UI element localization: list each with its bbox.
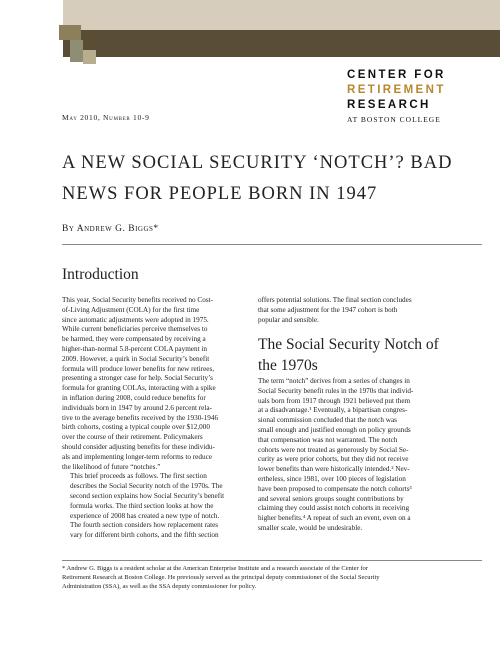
text-line: individuals born in 1947 by around 2.6 percent rela- xyxy=(62,403,212,412)
author-footnote xyxy=(62,564,484,591)
logo-line-4: AT BOSTON COLLEGE xyxy=(347,115,441,124)
text-line: smaller scale, would be undesirable. xyxy=(258,523,363,532)
column-2-top xyxy=(258,296,484,325)
text-line: formula will produce lower benefits for new retirees, xyxy=(62,364,215,373)
text-line: ertheless, since 1981, over 100 pieces of legislation xyxy=(258,474,406,483)
text-line: of-Living Adjustment (COLA) for the first time xyxy=(62,305,200,314)
text-line: higher-than-normal 5.8-percent COLA payment in xyxy=(62,344,207,353)
text-line: describes the Social Security notch of the 1970s. The xyxy=(70,482,223,491)
title-line-1: A NEW SOCIAL SECURITY ‘NOTCH’? BAD xyxy=(62,153,453,173)
text-line: offers potential solutions. The final section concludes xyxy=(258,296,412,304)
text-line: experience of 2008 has created a new type of notch. xyxy=(70,511,220,520)
byline-rule xyxy=(62,244,482,245)
issue-dateline: May 2010, Number 10-9 xyxy=(62,113,150,122)
header-band-dark xyxy=(63,30,500,57)
text-line: sional commission concluded that the notch was xyxy=(258,416,397,425)
column-2-body xyxy=(258,377,484,534)
text-line: cohorts were not treated as generously by Social Se- xyxy=(258,445,409,454)
text-line: This year, Social Security benefits received no Cost- xyxy=(62,296,214,304)
text-line: higher benefits.⁴ A repeat of such an event, even on a xyxy=(258,514,411,523)
column-1 xyxy=(62,296,246,541)
text-line: should consider adjusting benefits for these individu- xyxy=(62,442,215,451)
title-line-2: NEWS FOR PEOPLE BORN IN 1947 xyxy=(62,184,378,204)
text-line: Social Security benefit rules in the 1970s that individ- xyxy=(258,386,414,395)
notch-heading xyxy=(258,334,488,376)
logo-square-1 xyxy=(59,25,81,40)
text-line: since automatic adjustments were adopted in 1975. xyxy=(62,315,209,324)
footnote-rule xyxy=(62,560,482,561)
text-line: have been proposed to compensate the notch cohorts³ xyxy=(258,484,412,493)
text-line: second section explains how Social Security’s benefit xyxy=(70,491,225,500)
text-line: that compensation was not warranted. The notch xyxy=(258,435,398,444)
text-line: birth cohorts, costing a typical couple over $12,000 xyxy=(62,423,210,432)
text-line: This brief proceeds as follows. The first section xyxy=(70,472,207,481)
text-line: formula for granting COLAs, interacting with a spike xyxy=(62,384,216,393)
logo-line-3: RESEARCH xyxy=(347,99,431,111)
logo-line-2: RETIREMENT xyxy=(347,84,446,96)
text-line: presenting a stronger case for help. Social Security’s xyxy=(62,374,213,383)
text-line: The fourth section considers how replacement rates xyxy=(70,521,219,530)
notch-heading-line-2: the 1970s xyxy=(258,357,318,374)
text-line: 2009. However, a quirk in Social Security’s benefit xyxy=(62,354,210,363)
notch-heading-line-1: The Social Security Notch of xyxy=(258,336,439,353)
intro-paragraph-1 xyxy=(62,296,246,472)
notch-paragraph-1 xyxy=(258,377,484,534)
text-line: the likelihood of future “notches.” xyxy=(62,462,161,471)
text-line: uals born from 1917 through 1921 believed put them xyxy=(258,396,411,405)
text-line: curity as were prior cohorts, but they did not receive xyxy=(258,455,409,464)
text-line: small enough and justified enough on policy grounds xyxy=(258,425,411,434)
text-line: vary for different birth cohorts, and the fifth section xyxy=(70,531,219,540)
footnote-line: Administration (SSA), as well as the SSA deputy commissioner for policy. xyxy=(62,583,257,590)
text-line: over the course of their retirement. Policymakers xyxy=(62,433,203,442)
text-line: popular and sensible. xyxy=(258,315,319,324)
logo-square-3 xyxy=(83,50,96,64)
logo-square-2 xyxy=(70,40,83,62)
text-line: lower benefits than were historically intended.² Nev- xyxy=(258,465,410,474)
text-line: claiming they could assist notch cohorts in receiving xyxy=(258,504,410,513)
text-line: The term “notch” derives from a series of changes in xyxy=(258,377,410,385)
header-band-light xyxy=(63,0,500,30)
author-byline: By Andrew G. Biggs* xyxy=(62,224,159,234)
text-line: that some adjustment for the 1947 cohort is both xyxy=(258,305,398,314)
text-line: tive to the average benefits received by the 1930-1946 xyxy=(62,413,219,422)
page-title xyxy=(62,148,482,210)
crr-logo xyxy=(347,68,495,126)
intro-paragraph-2-continued xyxy=(258,296,484,325)
text-line: in inflation during 2008, could reduce benefits for xyxy=(62,393,206,402)
text-line: als and implementing longer-term reforms to reduce xyxy=(62,452,212,461)
text-line: While current beneficiaries perceive themselves to xyxy=(62,325,208,334)
footnote-line: Retirement Research at Boston College. He previously served as the principal deputy commissioner of the Social Security xyxy=(62,574,380,581)
text-line: formula works. The third section looks at how the xyxy=(70,501,214,510)
intro-paragraph-2 xyxy=(62,472,246,541)
text-line: and several seniors groups sought contributions by xyxy=(258,494,404,503)
text-line: be harmed, they were compensated by receiving a xyxy=(62,335,206,344)
logo-line-1: CENTER FOR xyxy=(347,69,446,81)
text-line: at a disadvantage.¹ Eventually, a bipartisan congres- xyxy=(258,406,408,415)
footnote-line: * Andrew G. Biggs is a resident scholar at the American Enterprise Institute and a research associate of the Center for xyxy=(62,565,368,572)
intro-heading: Introduction xyxy=(62,266,139,283)
